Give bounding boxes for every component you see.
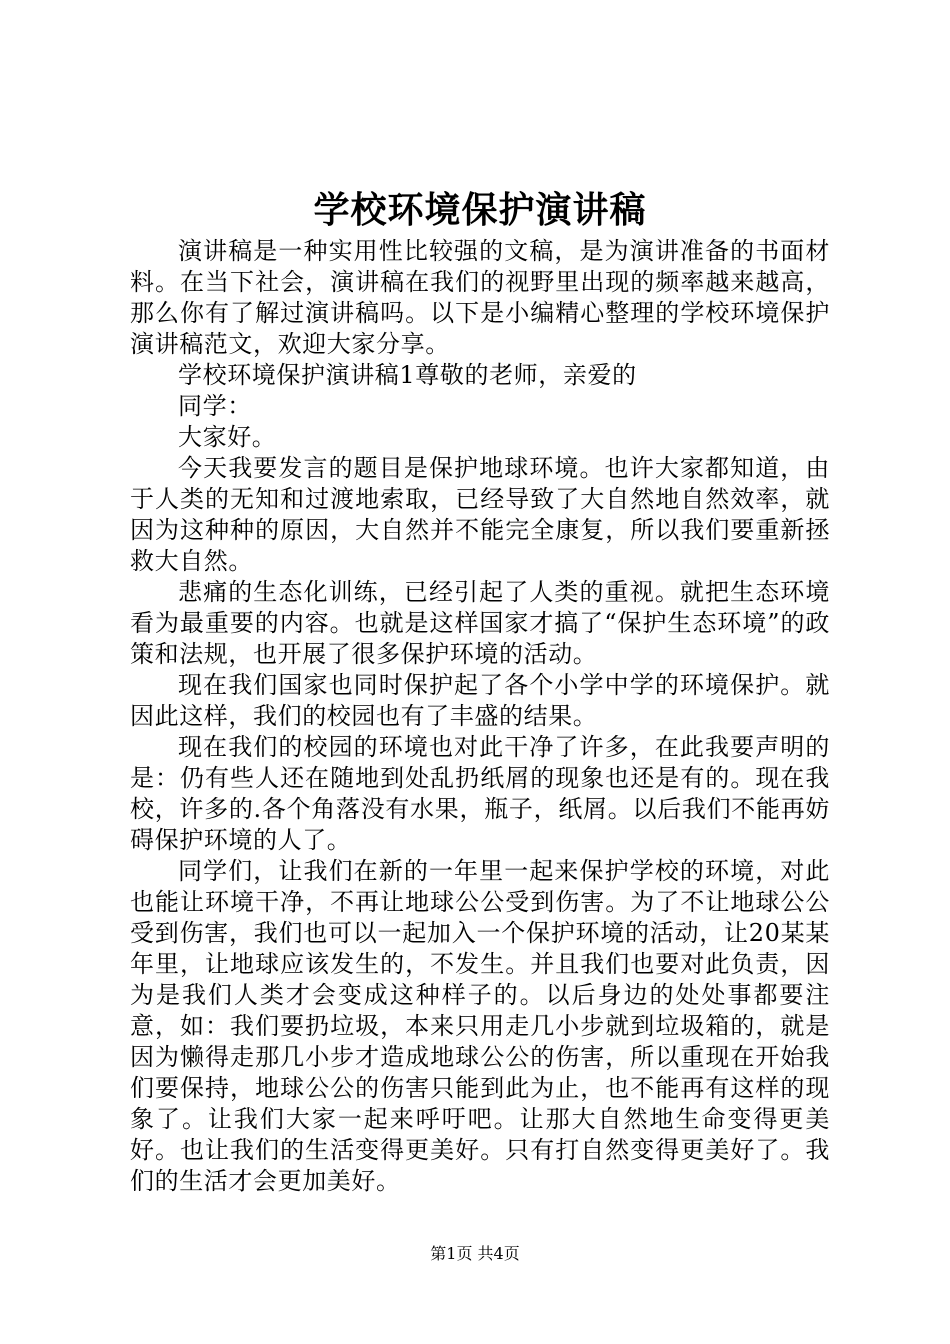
page-footer: 第1页 共4页 — [430, 1244, 520, 1263]
document-title: 学校环境保护演讲稿 — [313, 189, 647, 231]
document-body — [130, 236, 830, 1197]
paragraph-topic: 今天我要发言的题目是保护地球环境。也许大家都知道，由于人类的无知和过渡地索取，已经导致了大自然地自然效率，就因为这种种的原因，大自然并不能完全康复，所以我们要重新拯救大自然。 — [130, 454, 830, 575]
paragraph-greeting: 大家好。 — [178, 423, 277, 451]
paragraph-salutation: 同学： — [178, 392, 252, 420]
paragraph-call-to-action: 同学们，让我们在新的一年里一起来保护学校的环境，对此也能让环境干净，不再让地球公公受到伤害。为了不让地球公公受到伤害，我们也可以一起加入一个保护环境的活动，让20某某年里，让地球应该发生的，不发生。并且我们也要对此负责，因为是我们人类才会变成这种样子的。以后身边的处处事都要注意，如：我们要扔垃圾，本来只用走几小步就到垃圾箱的，就是因为懒得走那几小步才造成地球公公的伤害，所以重现在开始我们要保持，地球公公的伤害只能到此为止，也不能再有这样的现象了。让我们大家一起来呼吁吧。让那大自然地生命变得更美好。也让我们的生活变得更美好。只有打自然变得更美好了。我们的生活才会更加美好。 — [130, 857, 830, 1195]
paragraph-ecology: 悲痛的生态化训练，已经引起了人类的重视。就把生态环境看为最重要的内容。也就是这样国家才搞了“保护生态环境”的政策和法规，也开展了很多保护环境的活动。 — [130, 578, 830, 668]
paragraph-campus: 现在我们的校园的环境也对此干净了许多，在此我要声明的是：仍有些人还在随地到处乱扔纸屑的现象也还是有的。现在我校，许多的.各个角落没有水果，瓶子，纸屑。以后我们不能再妨碍保护环境的人了。 — [130, 733, 830, 854]
paragraph-speech-heading: 学校环境保护演讲稿1尊敬的老师，亲爱的 — [178, 361, 637, 389]
paragraph-intro: 演讲稿是一种实用性比较强的文稿，是为演讲准备的书面材料。在当下社会，演讲稿在我们的视野里出现的频率越来越高，那么你有了解过演讲稿吗。以下是小编精心整理的学校环境保护演讲稿范文，欢迎大家分享。 — [130, 237, 830, 358]
paragraph-schools: 现在我们国家也同时保护起了各个小学中学的环境保护。就因此这样，我们的校园也有了丰盛的结果。 — [130, 671, 830, 730]
